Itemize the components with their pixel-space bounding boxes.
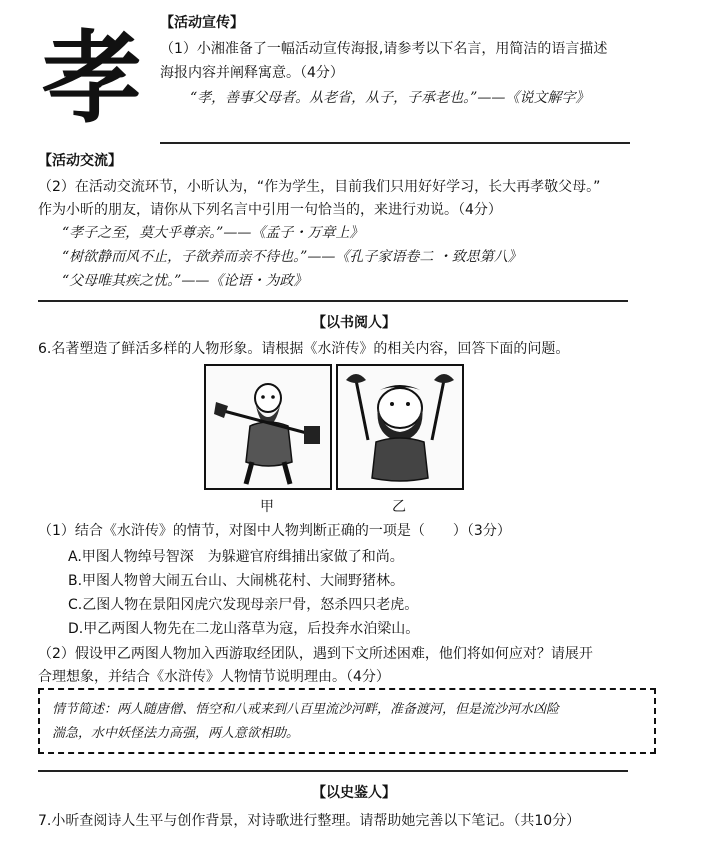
character-image-yi	[336, 364, 464, 490]
section-heading-books: 【以书阅人】	[312, 315, 396, 331]
image-label-jia: 甲	[260, 499, 274, 515]
warrior-figure-illustration	[338, 366, 462, 488]
image-label-yi: 乙	[392, 499, 406, 515]
promo-quote: “孝，善事父母者。从老省，从子，子承老也。”——《说文解字》	[190, 90, 590, 106]
plot-summary-line1: 情节简述：两人随唐僧、悟空和八戒来到八百里流沙河畔，准备渡河，但是流沙河水凶险	[52, 702, 560, 717]
section-heading-history: 【以史鉴人】	[312, 785, 396, 801]
promo-heading: 【活动宣传】	[160, 15, 244, 31]
answer-line	[160, 142, 630, 144]
answer-line	[38, 300, 628, 302]
option-d: D.甲乙两图人物先在二龙山落草为寇，后投奔水泊梁山。	[68, 621, 420, 637]
question-6-1: （1）结合《水浒传》的情节，对图中人物判断正确的一项是（ ）（3分）	[38, 523, 511, 539]
question-6-2-line1: （2）假设甲乙两图人物加入西游取经团队，遇到下文所述困难，他们将如何应对？请展开	[38, 646, 593, 662]
option-b: B.甲图人物曾大闹五台山、大闹桃花村、大闹野猪林。	[68, 573, 405, 589]
promo-question-line1: （1）小湘准备了一幅活动宣传海报,请参考以下名言，用简洁的语言描述	[160, 41, 608, 57]
question-7: 7.小昕查阅诗人生平与创作背景，对诗歌进行整理。请帮助她完善以下笔记。（共10分）	[38, 813, 581, 829]
exchange-quote-3: “父母唯其疾之忧。”——《论语・为政》	[62, 273, 308, 289]
exchange-question-line1: （2）在活动交流环节，小昕认为，“作为学生，目前我们只用好好学习，长大再孝敬父母。”	[38, 179, 601, 195]
promo-question-line2: 海报内容并阐释寓意。（4分）	[160, 65, 344, 81]
character-image-jia	[204, 364, 332, 490]
option-a: A.甲图人物绰号智深 为躲避官府缉捕出家做了和尚。	[68, 549, 404, 565]
question-6-2-line2: 合理想象，并结合《水浒传》人物情节说明理由。（4分）	[38, 669, 390, 685]
question-6: 6.名著塑造了鲜活多样的人物形象。请根据《水浒传》的相关内容，回答下面的问题。	[38, 341, 570, 357]
exchange-question-line2: 作为小昕的朋友，请你从下列名言中引用一句恰当的，来进行劝说。（4分）	[38, 202, 502, 218]
option-c: C.乙图人物在景阳冈虎穴发现母亲尸骨，怒杀四只老虎。	[68, 597, 419, 613]
answer-line	[38, 770, 628, 772]
monk-figure-illustration	[206, 366, 330, 488]
plot-summary-line2: 湍急，水中妖怪法力高强，两人意欲相助。	[52, 726, 300, 741]
exchange-quote-2: “树欲静而风不止，子欲养而亲不待也。”——《孔子家语卷二 ・致思第八》	[62, 249, 522, 265]
exchange-heading: 【活动交流】	[38, 153, 122, 169]
xiao-character-poster: 孝	[42, 19, 142, 137]
exchange-quote-1: “孝子之至，莫大乎尊亲。”——《孟子・万章上》	[62, 225, 364, 241]
